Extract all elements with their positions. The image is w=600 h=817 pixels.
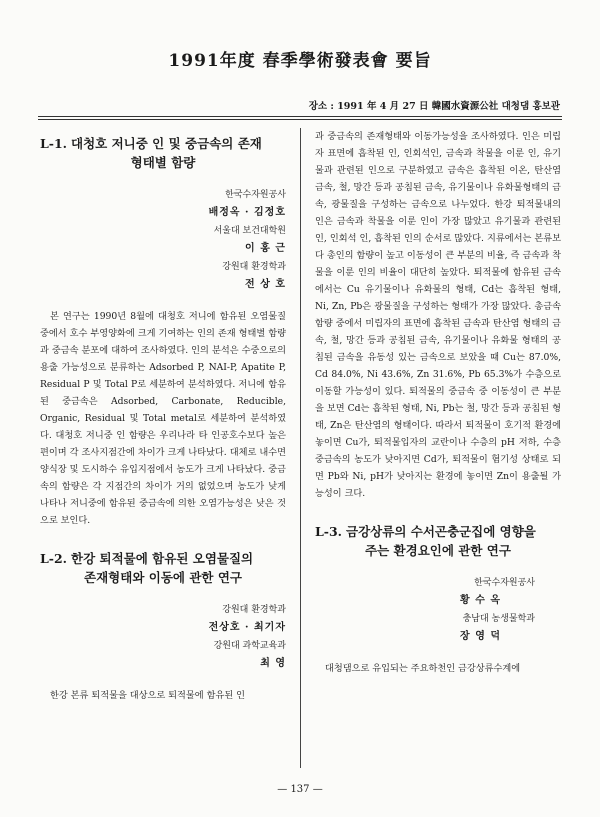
article-title (40, 134, 286, 172)
article-title-line: 대청호 저니중 인 및 중금속의 존재 (71, 136, 262, 151)
author-affiliation: 한국수자원공사 (225, 190, 286, 200)
author-affiliation: 서울대 보건대학원 (213, 226, 286, 236)
author-name: 최 영 (260, 658, 286, 669)
article-title (40, 549, 286, 587)
column-divider (300, 128, 301, 768)
author-block (40, 186, 286, 294)
article-l2 (40, 549, 286, 704)
abstract-body: 한강 본류 퇴적물을 대상으로 퇴적물에 함유된 인 (50, 690, 246, 701)
article-l1 (40, 134, 286, 529)
author-name: 전 상 호 (245, 279, 286, 290)
article-number: L-2. (40, 551, 68, 566)
article-title-line: 주는 환경요인에 관한 연구 (365, 543, 511, 558)
page-title: 1991年度 春季學術發表會 要旨 (168, 51, 432, 71)
article-number: L-1. (40, 136, 68, 151)
abstract-body: 본 연구는 1990년 8월에 대청호 저니에 함유된 오염물질 중에서 호수 부영양화에 크게 기여하는 인의 존재 형태별 함량과 중금속 분포에 대하여 조사하였다. 인의 분석은 수중으로의 용출 가능성으로 분류하는 Adsorbed P, NAI-P, Apatite P, Residual P 및 Total P로 세분하여 분석하였다. 저니에 함유된 중금속은 Adsorbed, Carbonate, Reducible, Organic, Residual 및 Total metal로 세분하여 분석하였다. 대청호 저니중 인 함량은 우리나라 타 인공호수보다 높은 편이며 각 조사지점간에 차이가 크게 나타났다. 대체로 내수면 양식장 및 도시하수 유입지점에서 농도가 크게 나타났다. 중금속의 함량은 각 지점간의 차이가 거의 없었으며 농도가 낮게 나타나 저니중에 함유된 중금속에 의한 오염가능성은 낮은 것으로 보인다. (40, 311, 286, 526)
author-affiliation: 강원대 환경학과 (222, 262, 286, 272)
left-column (40, 128, 286, 704)
author-affiliation: 강원대 환경학과 (222, 605, 286, 615)
abstract-body: 대청댐으로 유입되는 주요하천인 금강상류수계에 (325, 663, 521, 674)
author-name: 이 홍 근 (245, 243, 286, 254)
author-affiliation: 강원대 과학교육과 (213, 641, 286, 651)
header-rule (38, 116, 562, 117)
venue-line: 장소 : 1991 年 4 月 27 日 韓國水資源公社 대청댐 홍보관 (308, 101, 560, 112)
author-name: 전상호 · 최기자 (208, 622, 286, 633)
author-block (40, 601, 286, 673)
author-name: 배정옥 · 김정호 (208, 207, 286, 218)
article-title-line: 존재형태와 이동에 관한 연구 (84, 570, 242, 585)
page-number: — 137 — (277, 784, 323, 795)
article-title-line: 금강상류의 수서곤충군집에 영향을 (346, 524, 536, 539)
article-number: L-3. (315, 524, 343, 539)
article-title-line: 한강 퇴적물에 함유된 오염물질의 (71, 551, 254, 566)
author-block (315, 574, 561, 646)
author-affiliation: 충남대 농생물학과 (462, 614, 535, 624)
abstract-body-continued: 과 중금속의 존재형태와 이동가능성을 조사하였다. 인은 미립자 표면에 흡착된 인, 인회석인, 금속과 착물을 이룬 인, 유기물과 관련된 인으로 구분하였고 금속은 흡착된 이온, 탄산염 금속, 철, 망간 등과 공침된 금속, 유기물이나 유화물형태의 금속, 광물질을 구성하는 금속으로 나누었다. 한강 퇴적물내의 인은 금속과 착물을 이룬 인이 가장 많았고 유기물과 관련된 인, 인회석 인, 흡착된 인의 순서로 많았다. 지류에서는 본류보다 총인의 함량이 높고 이동성이 큰 부분의 비율, 즉 금속과 착물을 이룬 인의 비율이 대단히 높았다. 퇴적물에 함유된 금속에서는 Cu 유기물이나 유화물의 형태, Cd는 흡착된 형태, Ni, Zn, Pb은 광물질을 구성하는 형태가 가장 많았다. 총금속 함량 중에서 미립자의 표면에 흡착된 금속과 탄산염 형태의 금속, 철, 망간 등과 공침된 금속, 유기물이나 유화물 형태의 공침된 금속을 유동성 있는 금속으로 보았을 때 Cu는 87.0%, Cd 84.0%, Ni 43.6%, Zn 31.6%, Pb 65.3%가 수층으로 이동할 가능성이 있다. 퇴적물의 중금속 중 이동성이 큰 부분을 보면 Cd는 흡착된 형태, Ni, Pb는 철, 망간 등과 공침된 형태, Zn은 탄산염의 형태이다. 따라서 퇴적물이 호기적 환경에 놓이면 Cu가, 퇴적물입자의 교란이나 수층의 pH 저하, 수층 중금속의 농도가 낮아지면 Cd가, 퇴적물이 혐기성 상태로 되면 Pb와 Ni, pH가 낮아지는 환경에 놓이면 Zn이 용출될 가능성이 크다. (315, 131, 561, 499)
header-rule-2 (38, 119, 562, 120)
author-name: 장 영 덕 (460, 631, 501, 642)
author-name: 황 수 옥 (460, 595, 501, 606)
author-affiliation: 한국수자원공사 (474, 578, 535, 588)
article-title-line: 형태별 함량 (130, 155, 196, 170)
article-title (315, 522, 561, 560)
right-column (315, 128, 561, 677)
article-l3 (315, 522, 561, 677)
